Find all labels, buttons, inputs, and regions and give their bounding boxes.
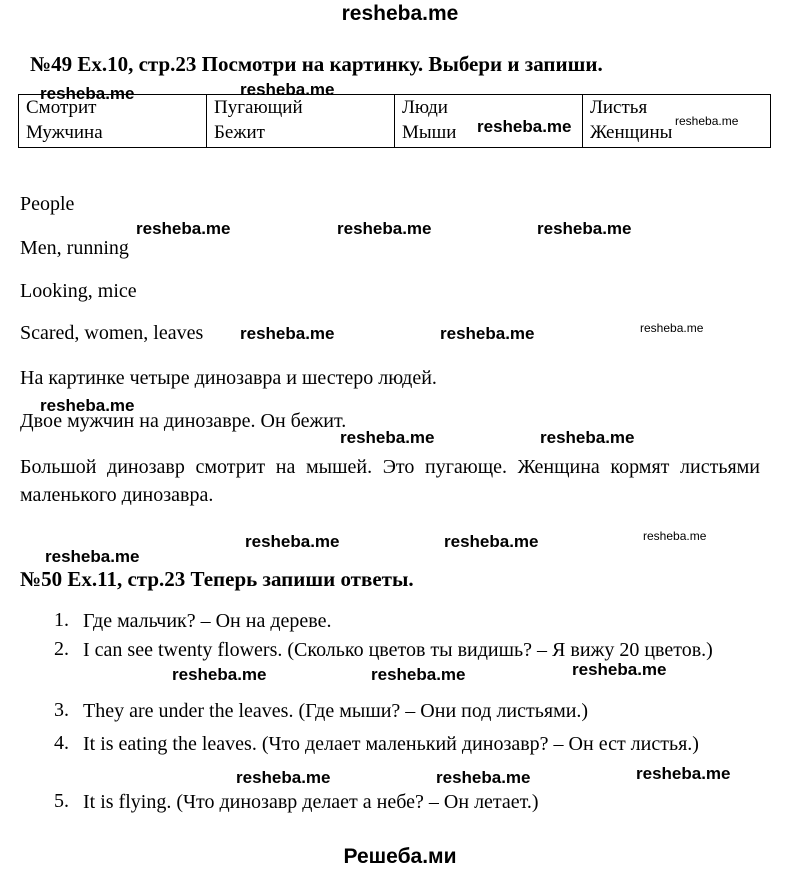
- watermark: resheba.me: [636, 764, 731, 783]
- list-item-number: 2.: [54, 638, 69, 660]
- watermark: resheba.me: [240, 80, 335, 99]
- watermark: resheba.me: [136, 219, 231, 238]
- table-cell: Смотрит Мужчина: [19, 95, 207, 148]
- watermark: resheba.me: [337, 219, 432, 238]
- watermark: resheba.me: [540, 428, 635, 447]
- english-line-2: Men, running: [20, 237, 129, 259]
- english-line-3: Looking, mice: [20, 280, 137, 302]
- watermark: resheba.me: [675, 114, 739, 128]
- ex49-heading: №49 Ex.10, стр.23 Посмотри на картинку. Выбери и запиши.: [30, 52, 603, 76]
- watermark: resheba.me: [340, 428, 435, 447]
- watermark: resheba.me: [477, 117, 572, 136]
- site-footer: Решеба.ми: [343, 845, 457, 868]
- english-line-4: Scared, women, leaves: [20, 322, 204, 344]
- watermark: resheba.me: [436, 768, 531, 787]
- ex50-heading: №50 Ex.11, стр.23 Теперь запиши ответы.: [20, 567, 414, 591]
- watermark: resheba.me: [40, 84, 135, 103]
- watermark: resheba.me: [45, 547, 140, 566]
- table-cell: Листья Женщины: [583, 95, 771, 148]
- list-item: I can see twenty flowers. (Сколько цветов ты видишь? – Я вижу 20 цветов.): [83, 639, 713, 661]
- watermark: resheba.me: [240, 324, 335, 343]
- watermark: resheba.me: [640, 321, 704, 335]
- watermark: resheba.me: [572, 660, 667, 679]
- watermark: resheba.me: [172, 665, 267, 684]
- russian-line-1: На картинке четыре динозавра и шестеро людей.: [20, 367, 437, 389]
- list-item-number: 5.: [54, 790, 69, 812]
- site-header: resheba.me: [341, 2, 459, 25]
- russian-line-2: Двое мужчин на динозавре. Он бежит.: [20, 410, 347, 432]
- english-line-1: People: [20, 193, 75, 215]
- list-item-number: 4.: [54, 732, 69, 754]
- list-item-number: 3.: [54, 699, 69, 721]
- list-item: It is flying. (Что динозавр делает а небе? – Он летает.): [83, 791, 539, 813]
- watermark: resheba.me: [245, 532, 340, 551]
- list-item: They are under the leaves. (Где мыши? – Они под листьями.): [83, 700, 589, 722]
- list-item: Где мальчик? – Он на дереве.: [83, 610, 332, 632]
- watermark: resheba.me: [643, 529, 707, 543]
- watermark: resheba.me: [40, 396, 135, 415]
- russian-paragraph: Большой динозавр смотрит на мышей. Это пугающе. Женщина кормят листьями маленького динозавра.: [20, 456, 760, 506]
- watermark: resheba.me: [371, 665, 466, 684]
- list-item: It is eating the leaves. (Что делает маленький динозавр? – Он ест листья.): [83, 733, 699, 755]
- table-cell: Пугающий Бежит: [207, 95, 395, 148]
- watermark: resheba.me: [440, 324, 535, 343]
- list-item-number: 1.: [54, 609, 69, 631]
- watermark: resheba.me: [537, 219, 632, 238]
- watermark: resheba.me: [236, 768, 331, 787]
- table-cell: Люди Мыши: [395, 95, 583, 148]
- watermark: resheba.me: [444, 532, 539, 551]
